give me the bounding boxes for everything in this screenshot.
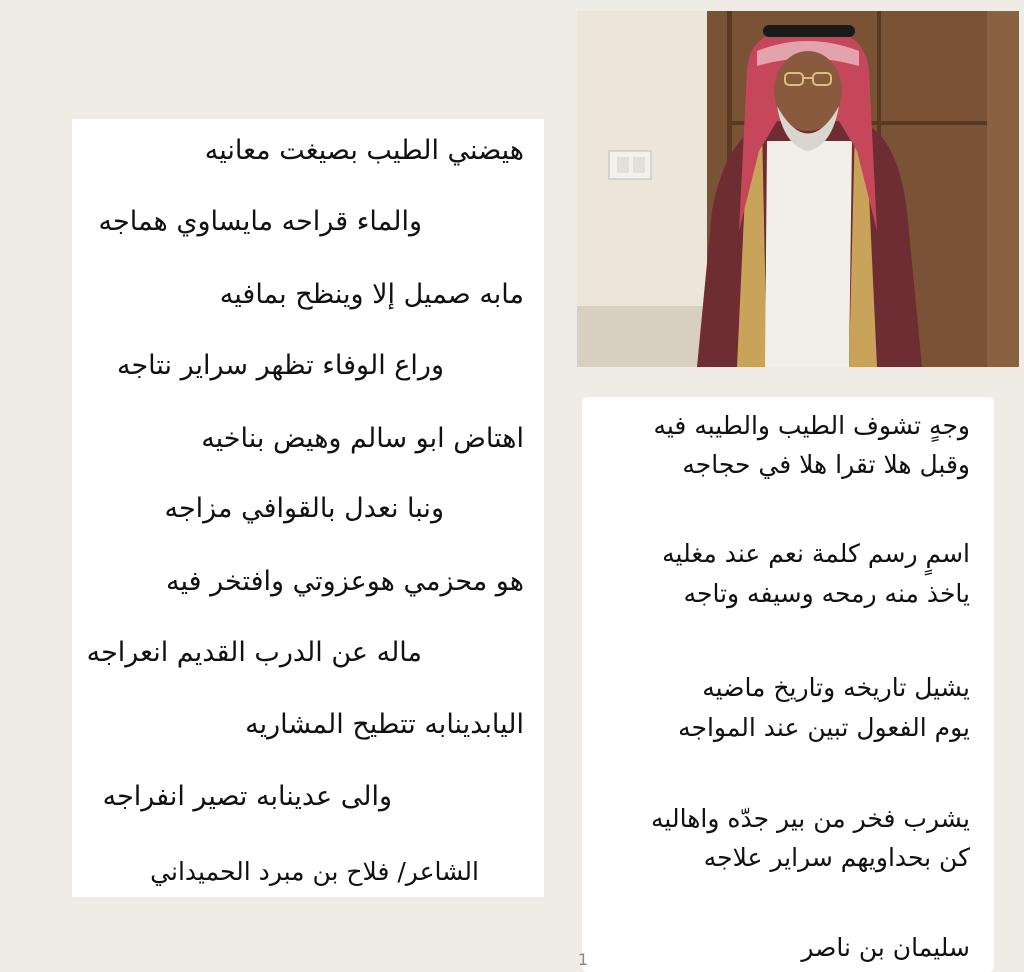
- poet-signature: سليمان بن ناصر: [801, 933, 970, 962]
- poem-line: والى عدينابه تصير انفراجه: [102, 781, 392, 812]
- poet-signature: الشاعر/ فلاح بن مبرد الحميداني: [150, 857, 479, 886]
- page-marker: 1: [578, 950, 589, 969]
- poem-line: اهتاض ابو سالم وهيض بناخيه: [201, 423, 524, 454]
- poem-line: هو محزمي هوعزوتي وافتخر فيه: [166, 566, 524, 597]
- poem-line: ياخذ منه رمحه وسيفه وتاجه: [683, 579, 970, 608]
- poem-line: مابه صميل إلا وينظح بمافيه: [219, 279, 524, 310]
- poem-line: وقبل هلا تقرا هلا في حجاجه: [682, 450, 970, 479]
- poem-line: يشيل تاريخه وتاريخ ماضيه: [702, 673, 970, 702]
- poem-line: وراع الوفاء تظهر سراير نتاجه: [116, 350, 444, 381]
- poem-line: كن بحداويهم سراير علاجه: [703, 843, 970, 872]
- poem-line: ماله عن الدرب القديم انعراجه: [86, 637, 422, 668]
- portrait-photo: [577, 11, 1019, 367]
- poem-line: يشرب فخر من بير جدّه واهاليه: [651, 804, 970, 833]
- poem-line: اليابدينابه تتطيح المشاريه: [245, 709, 524, 740]
- poem-line: يوم الفعول تبين عند المواجه: [678, 713, 970, 742]
- left-poem-panel: [72, 119, 544, 897]
- poem-line: اسمٍ رسم كلمة نعم عند مغليه: [662, 539, 970, 568]
- poem-line: ونبا نعدل بالقوافي مزاجه: [164, 493, 444, 524]
- portrait-illustration: [577, 11, 1019, 367]
- poem-line: هيضني الطيب بصيغت معانيه: [204, 135, 524, 166]
- poem-line: وجهٍ تشوف الطيب والطيبه فيه: [653, 411, 970, 440]
- right-poem-panel: [582, 397, 994, 972]
- poem-line: والماء قراحه مايساوي هماجه: [98, 206, 422, 237]
